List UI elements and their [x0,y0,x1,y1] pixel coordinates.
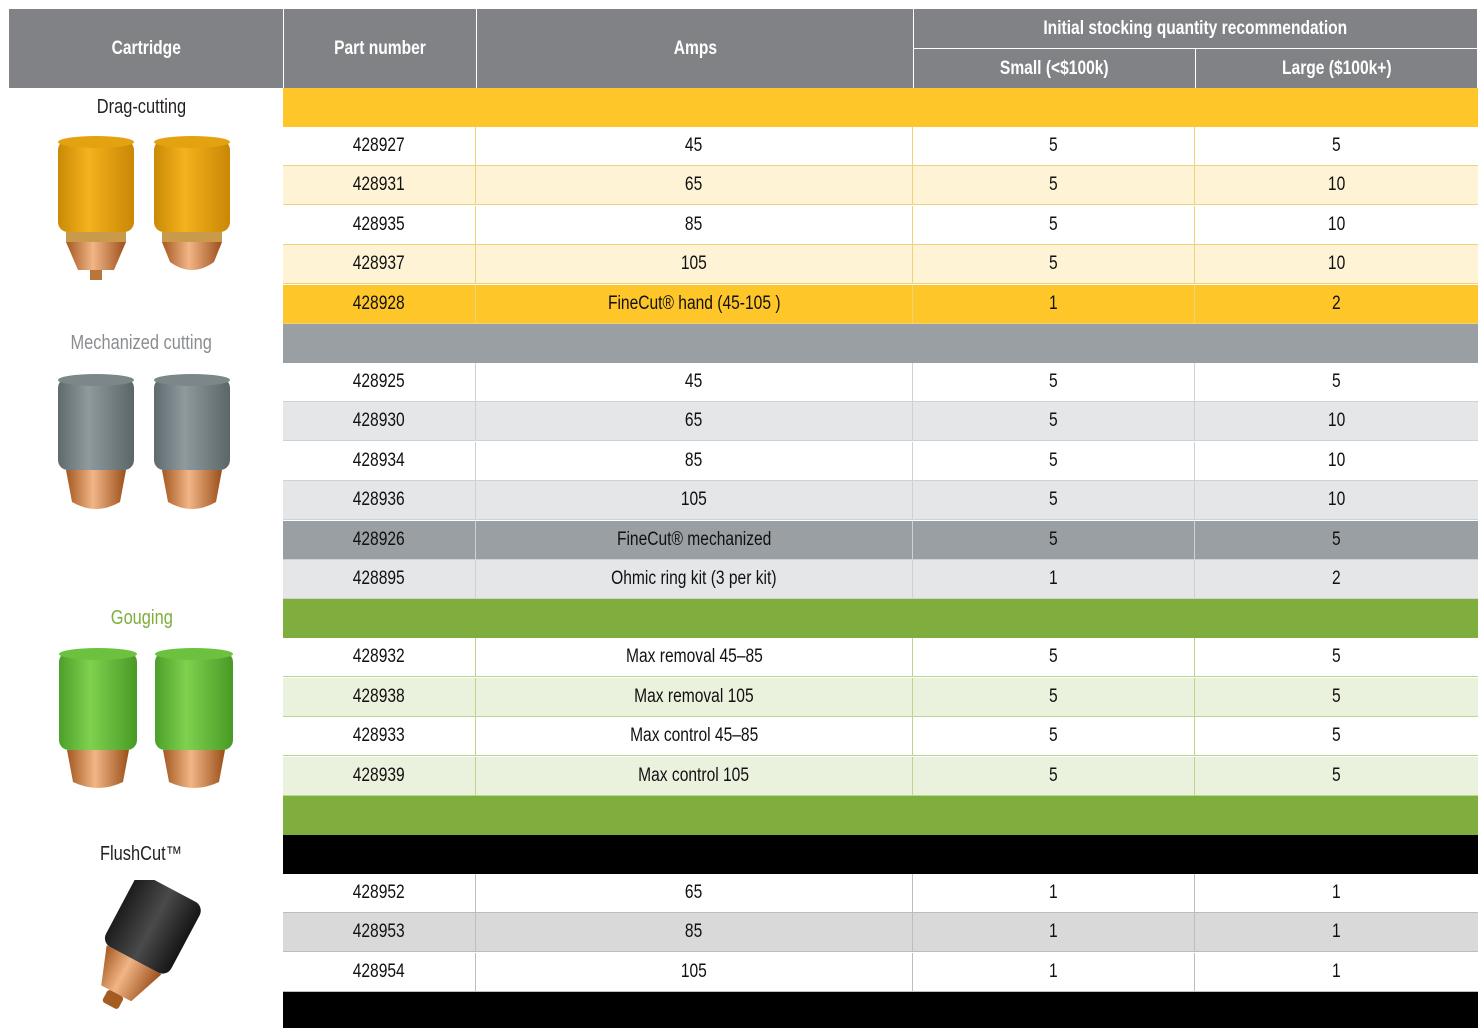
amps-cell: Max removal 45–85 [476,638,913,676]
table-row [283,678,1478,717]
small-qty-cell: 5 [913,481,1195,519]
large-qty-cell: 10 [1327,174,1346,196]
part-number-cell: 428935 [283,206,476,244]
table-row [283,717,1478,756]
small-qty-cell: 5 [913,678,1195,716]
part-number-cell: 428954 [283,953,476,991]
header-part-number: Part number [283,9,476,88]
large-qty-cell: 5 [1332,764,1341,786]
section-label-flushcut: FlushCut™ [100,843,183,865]
table-row [283,953,1478,992]
section-band-flushcut-footer [283,992,1478,1028]
table-row [283,127,1478,166]
table-row [283,913,1478,952]
section-band-drag-cutting [283,88,1478,127]
table-row [283,363,1478,402]
amps-cell: 85 [476,442,913,480]
section-band-gouging-footer [283,796,1478,835]
amps-cell: 85 [476,206,913,244]
table-row [283,285,1478,324]
header-stocking: Initial stocking quantity recommendation [913,9,1477,49]
table-row [283,206,1478,245]
large-qty-cell: 10 [1327,410,1346,432]
part-number-cell: 428930 [283,402,476,440]
small-qty-cell: 1 [913,913,1195,951]
section-label-drag-cutting: Drag-cutting [96,96,187,118]
section-label-gouging: Gouging [110,607,173,629]
amps-cell: 45 [476,363,913,401]
small-qty-cell: 5 [913,757,1195,795]
small-qty-cell: 1 [913,285,1195,323]
section-band-mechanized-cutting [283,324,1478,363]
large-qty-cell: 5 [1332,135,1341,156]
amps-cell: 105 [476,245,913,283]
header-amps: Amps [476,9,913,88]
section-band-flushcut [283,835,1478,874]
large-qty-cell: 10 [1327,489,1346,511]
amps-cell: Max control 105 [476,757,913,795]
large-qty-cell: 5 [1332,528,1341,550]
black-flushcut-cartridge-icon [72,880,202,1020]
large-qty-cell: 1 [1332,921,1341,943]
gray-cartridge-icon [52,374,242,516]
small-qty-cell: 5 [913,363,1195,401]
amps-cell: Max control 45–85 [476,717,913,755]
part-number-cell: 428928 [283,285,476,323]
small-qty-cell: 5 [913,717,1195,755]
small-qty-cell: 1 [913,874,1195,912]
small-qty-cell: 5 [913,638,1195,676]
part-number-cell: 428932 [283,638,476,676]
table-row [283,166,1478,205]
amps-cell: Max removal 105 [476,678,913,716]
small-qty-cell: 5 [913,245,1195,283]
amps-cell: 45 [476,127,913,165]
table-row [283,521,1478,560]
part-number-cell: 428953 [283,913,476,951]
green-cartridge-icon [55,648,245,796]
small-qty-cell: 5 [913,166,1195,204]
small-qty-cell: 5 [913,127,1195,165]
header-large: Large ($100k+) [1195,49,1477,88]
part-number-cell: 428952 [283,874,476,912]
part-number-cell: 428895 [283,560,476,598]
large-qty-cell: 5 [1332,685,1341,707]
large-qty-cell: 10 [1327,213,1346,235]
part-number-cell: 428939 [283,757,476,795]
amps-cell: FineCut® hand (45-105 ) [476,285,913,323]
part-number-cell: 428933 [283,717,476,755]
large-qty-cell: 5 [1332,371,1341,392]
table-row [283,442,1478,481]
amps-cell: Ohmic ring kit (3 per kit) [476,560,913,598]
section-band-gouging [283,599,1478,638]
table-row [283,402,1478,441]
small-qty-cell: 1 [913,560,1195,598]
large-qty-cell: 10 [1327,449,1346,471]
table-row [283,757,1478,796]
small-qty-cell: 5 [913,442,1195,480]
large-qty-cell: 10 [1327,253,1346,275]
amps-cell: 65 [476,402,913,440]
header-cartridge: Cartridge [9,9,283,88]
part-number-cell: 428936 [283,481,476,519]
large-qty-cell: 1 [1332,960,1341,982]
amps-cell: 105 [476,481,913,519]
table-row [283,560,1478,599]
table-row [283,874,1478,913]
large-qty-cell: 1 [1332,882,1341,903]
yellow-cartridge-icon [52,136,242,288]
part-number-cell: 428926 [283,521,476,559]
large-qty-cell: 2 [1332,568,1341,589]
table-row [283,245,1478,284]
large-qty-cell: 5 [1332,646,1341,668]
amps-cell: FineCut® mechanized [476,521,913,559]
part-number-cell: 428925 [283,363,476,401]
part-number-cell: 428938 [283,678,476,716]
small-qty-cell: 5 [913,402,1195,440]
small-qty-cell: 5 [913,521,1195,559]
small-qty-cell: 1 [913,953,1195,991]
part-number-cell: 428934 [283,442,476,480]
part-number-cell: 428937 [283,245,476,283]
table-row [283,481,1478,520]
part-number-cell: 428931 [283,166,476,204]
amps-cell: 65 [476,166,913,204]
amps-cell: 85 [476,913,913,951]
amps-cell: 105 [476,953,913,991]
section-label-mechanized-cutting: Mechanized cutting [70,332,213,354]
part-number-cell: 428927 [283,127,476,165]
small-qty-cell: 5 [913,206,1195,244]
table-row [283,638,1478,677]
amps-cell: 65 [476,874,913,912]
large-qty-cell: 5 [1332,725,1341,747]
header-small: Small (<$100k) [913,49,1195,88]
large-qty-cell: 2 [1332,292,1341,314]
